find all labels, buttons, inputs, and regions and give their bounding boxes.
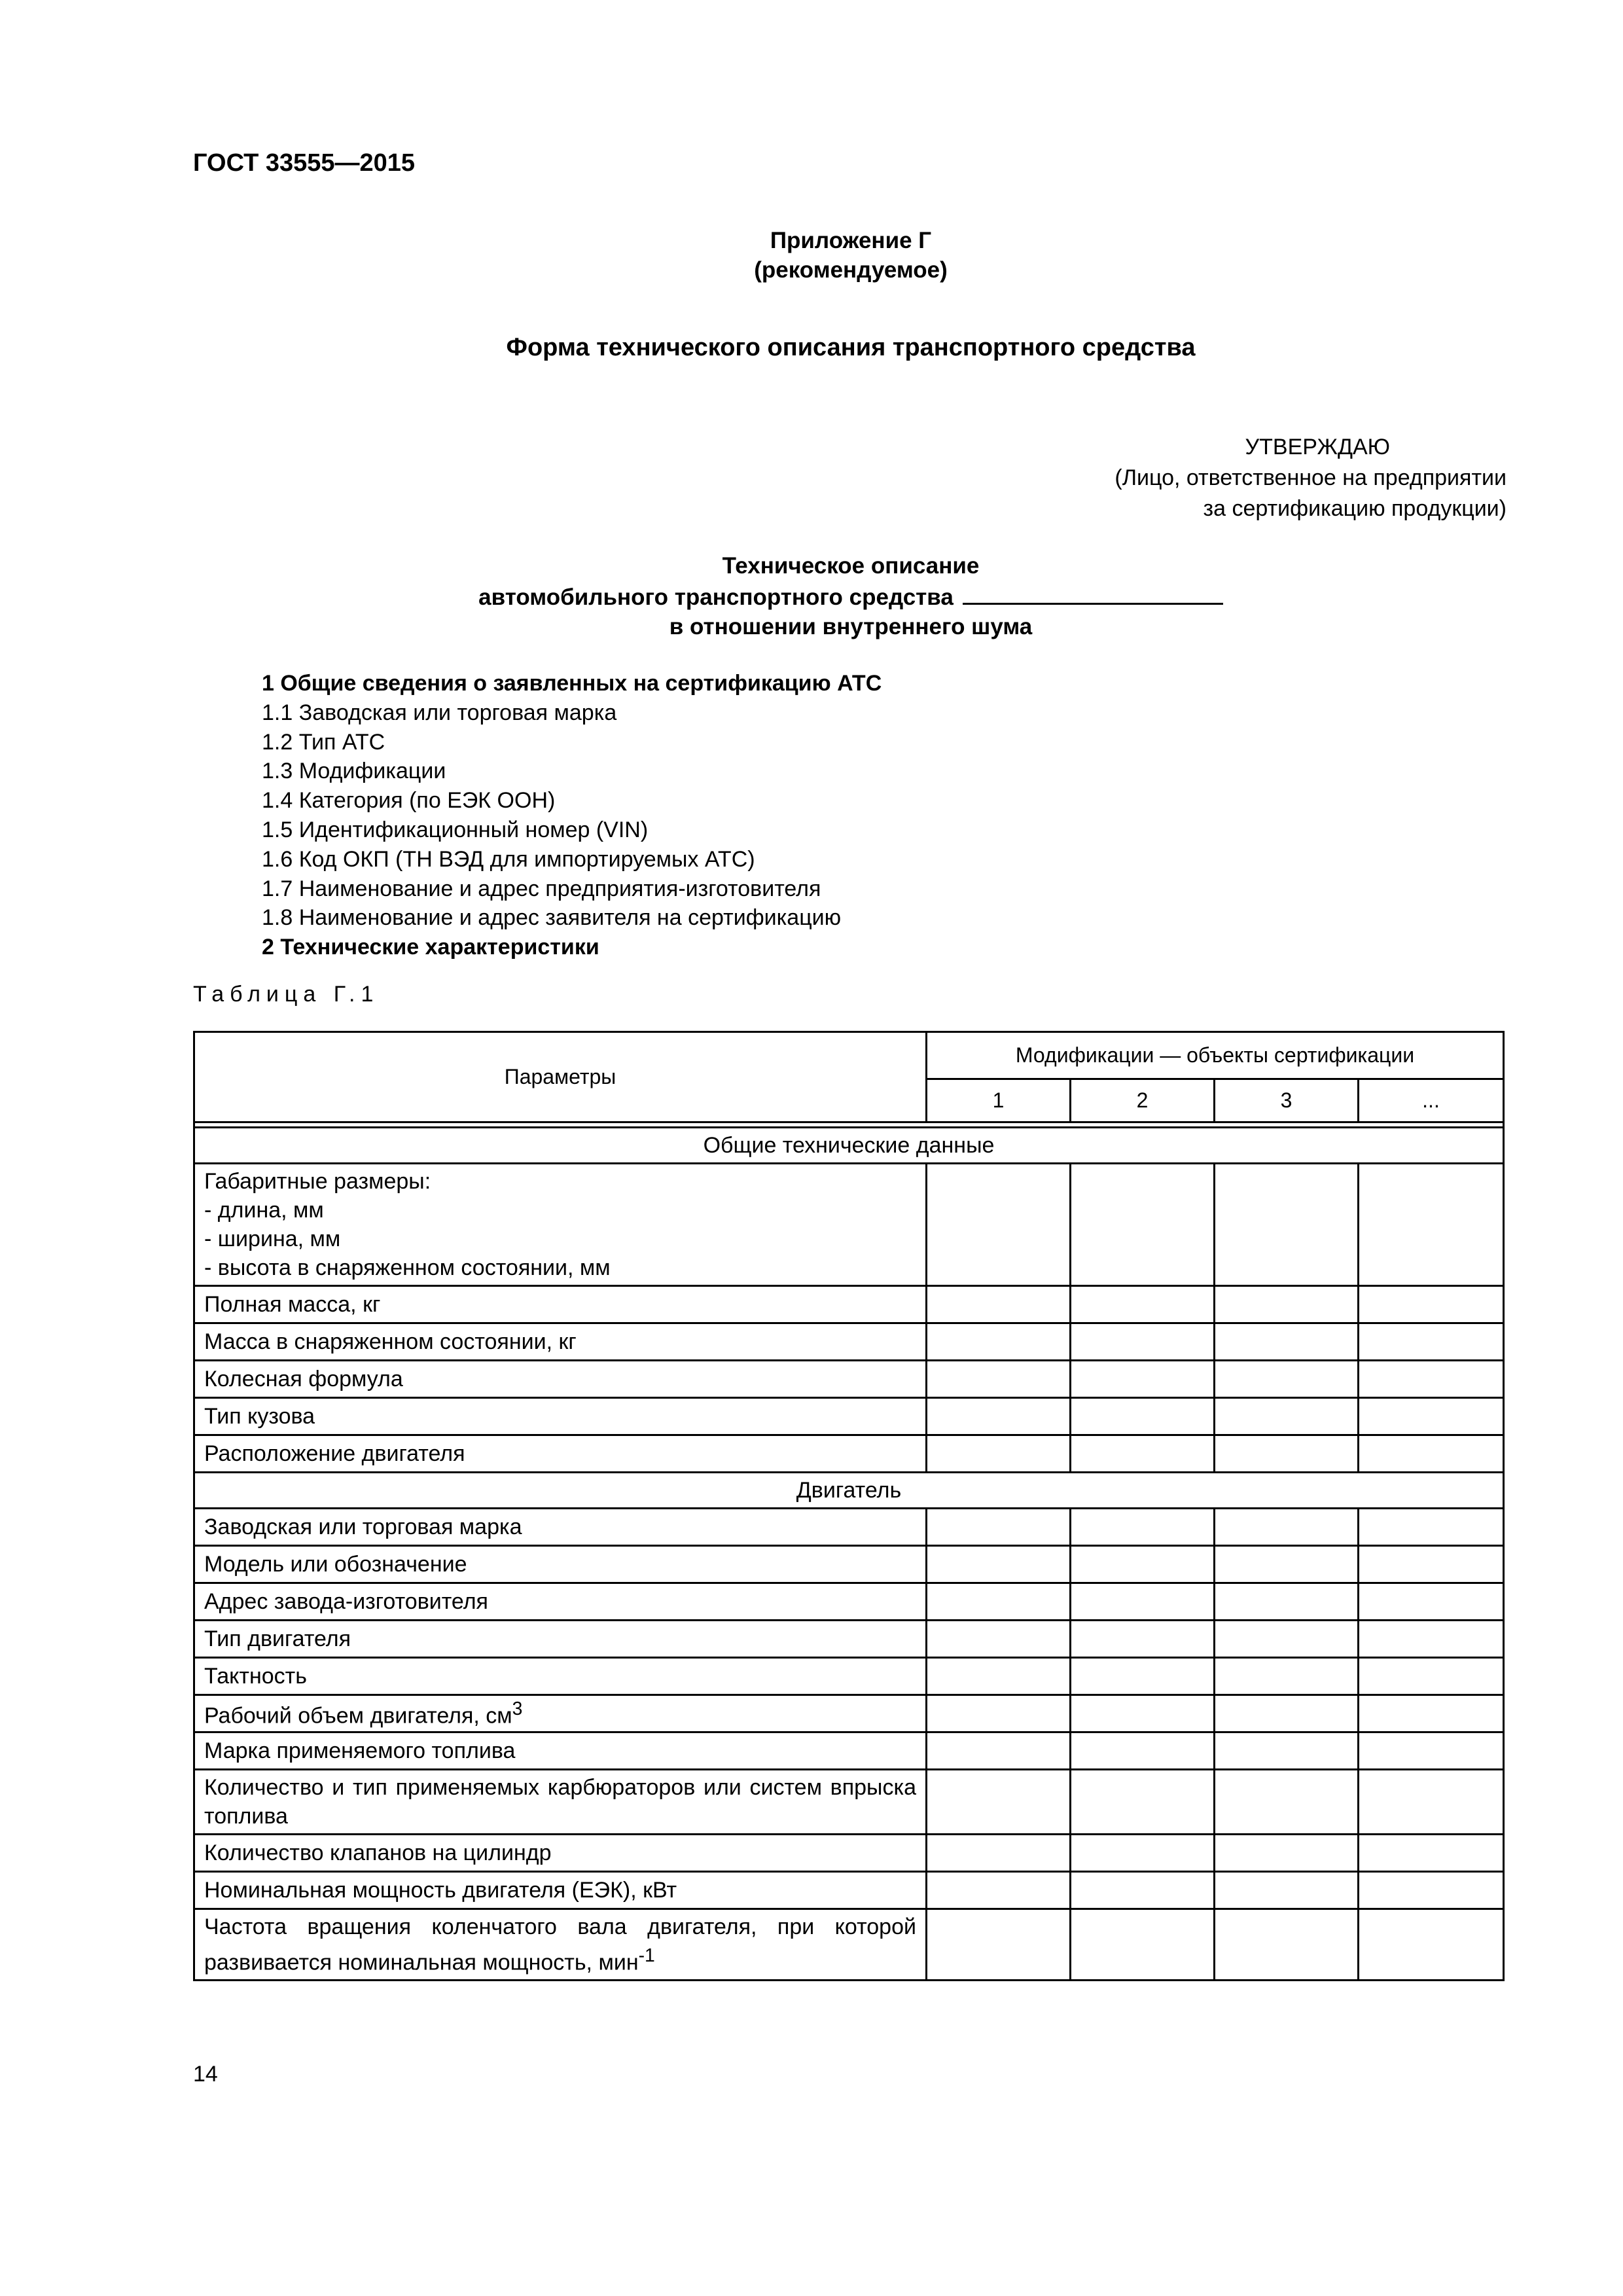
value-cell[interactable] [927, 1695, 1071, 1732]
value-cell[interactable] [927, 1770, 1071, 1835]
page-number: 14 [193, 2062, 218, 2087]
section-row-general [194, 1128, 1504, 1164]
mod-col-2: 2 [1071, 1079, 1215, 1122]
value-cell[interactable] [927, 1509, 1071, 1546]
value-cell[interactable] [1071, 1164, 1215, 1286]
param-cell: Расположение двигателя [194, 1435, 927, 1473]
value-cell[interactable] [927, 1164, 1071, 1286]
value-cell[interactable] [1071, 1835, 1215, 1872]
value-cell[interactable] [1359, 1323, 1504, 1361]
mods-header: Модификации — объекты сертификации [927, 1032, 1504, 1079]
table-row [194, 1323, 1504, 1361]
value-cell[interactable] [1359, 1835, 1504, 1872]
description-heading [0, 551, 1623, 641]
appendix-type: (рекомендуемое) [754, 257, 948, 283]
value-cell[interactable] [927, 1435, 1071, 1473]
section-item: 1.1 Заводская или торговая марка [262, 700, 617, 725]
section-item: 1.6 Код ОКП (ТН ВЭД для импортируемых АТС) [262, 846, 755, 872]
table-row [194, 1621, 1504, 1658]
table-row [194, 1872, 1504, 1909]
value-cell[interactable] [1215, 1286, 1359, 1323]
param-cell: Адрес завода-изготовителя [194, 1583, 927, 1621]
mod-col-1: 1 [927, 1079, 1071, 1122]
param-cell-power: Номинальная мощность двигателя (ЕЭК), кВт [194, 1872, 927, 1909]
value-cell[interactable] [1215, 1621, 1359, 1658]
value-cell[interactable] [927, 1732, 1071, 1770]
section-row-engine [194, 1473, 1504, 1509]
value-cell[interactable] [1359, 1164, 1504, 1286]
value-cell[interactable] [1215, 1435, 1359, 1473]
volume-unit-sup: 3 [512, 1698, 523, 1719]
param-cell-rpm [194, 1909, 927, 1981]
section-item: 1.7 Наименование и адрес предприятия-изготовителя [262, 876, 821, 901]
value-cell[interactable] [1071, 1872, 1215, 1909]
param-cell: Модель или обозначение [194, 1546, 927, 1583]
table-row [194, 1732, 1504, 1770]
section-item: 1.2 Тип АТС [262, 729, 385, 755]
param-cell: Колесная формула [194, 1361, 927, 1398]
value-cell[interactable] [1071, 1323, 1215, 1361]
param-cell: Тактность [194, 1658, 927, 1695]
section-item: 1.5 Идентификационный номер (VIN) [262, 817, 649, 842]
rpm-unit-sup: -1 [638, 1945, 655, 1966]
param-cell: Тип двигателя [194, 1621, 927, 1658]
section-item: 1.3 Модификации [262, 759, 446, 784]
value-cell[interactable] [1215, 1835, 1359, 1872]
value-cell[interactable] [1215, 1361, 1359, 1398]
value-cell[interactable] [1215, 1323, 1359, 1361]
value-cell[interactable] [1071, 1583, 1215, 1621]
value-cell[interactable] [927, 1361, 1071, 1398]
param-cell: Заводская или торговая марка [194, 1509, 927, 1546]
value-cell[interactable] [1215, 1164, 1359, 1286]
value-cell[interactable] [927, 1835, 1071, 1872]
appendix-heading [0, 226, 1623, 285]
value-cell[interactable] [1359, 1658, 1504, 1695]
table-row [194, 1546, 1504, 1583]
value-cell[interactable] [1071, 1732, 1215, 1770]
approve-line-3: за сертификацию продукции) [1203, 496, 1507, 521]
param-cell-valves: Количество клапанов на цилиндр [194, 1835, 927, 1872]
description-line-3: в отношении внутреннего шума [669, 614, 1033, 639]
table-row [194, 1286, 1504, 1323]
value-cell[interactable] [1359, 1286, 1504, 1323]
approve-label: УТВЕРЖДАЮ [1245, 435, 1390, 459]
table-row [194, 1164, 1504, 1286]
table-row [194, 1909, 1504, 1981]
param-cell-fuel: Марка применяемого топлива [194, 1732, 927, 1770]
dims-line-2: - длина, мм [204, 1198, 324, 1223]
dims-line-1: Габаритные размеры: [204, 1169, 431, 1194]
value-cell[interactable] [1071, 1695, 1215, 1732]
value-cell[interactable] [1359, 1546, 1504, 1583]
value-cell[interactable] [1359, 1435, 1504, 1473]
param-cell-dimensions [194, 1164, 927, 1286]
table-row [194, 1658, 1504, 1695]
mod-col-more: ... [1359, 1079, 1504, 1122]
rpm-text: Частота вращения коленчатого вала двигателя, при которой развивается номинальная мощность, мин [204, 1914, 916, 1975]
value-cell[interactable] [1359, 1872, 1504, 1909]
table-caption: Таблица Г.1 [193, 982, 380, 1007]
table-row [194, 1361, 1504, 1398]
value-cell[interactable] [1359, 1509, 1504, 1546]
param-cell: Полная масса, кг [194, 1286, 927, 1323]
value-cell[interactable] [1359, 1398, 1504, 1435]
section-heading: 1 Общие сведения о заявленных на сертификацию АТС [262, 671, 882, 696]
value-cell[interactable] [1071, 1621, 1215, 1658]
value-cell[interactable] [1215, 1872, 1359, 1909]
param-cell: Тип кузова [194, 1398, 927, 1435]
value-cell[interactable] [1359, 1732, 1504, 1770]
value-cell[interactable] [927, 1583, 1071, 1621]
table-row [194, 1770, 1504, 1835]
description-line-2-text: автомобильного транспортного средства [478, 584, 954, 610]
value-cell[interactable] [1071, 1658, 1215, 1695]
description-line-1: Техническое описание [722, 553, 980, 579]
vehicle-spec-table [193, 1031, 1505, 1981]
param-cell: Масса в снаряженном состоянии, кг [194, 1323, 927, 1361]
value-cell[interactable] [1071, 1546, 1215, 1583]
mod-col-3: 3 [1215, 1079, 1359, 1122]
value-cell[interactable] [1215, 1732, 1359, 1770]
table-row [194, 1695, 1504, 1732]
section-list [262, 669, 882, 962]
value-cell[interactable] [927, 1909, 1071, 1981]
approve-line-2: (Лицо, ответственное на предприятии [1115, 465, 1507, 490]
value-cell[interactable] [1215, 1546, 1359, 1583]
dims-line-3: - ширина, мм [204, 1227, 341, 1251]
appendix-label: Приложение Г [770, 228, 932, 253]
value-cell[interactable] [927, 1398, 1071, 1435]
section-engine-title: Двигатель [194, 1473, 1504, 1509]
table-row [194, 1583, 1504, 1621]
form-title: Форма технического описания транспортного средства [506, 334, 1196, 361]
value-cell[interactable] [1071, 1770, 1215, 1835]
value-cell[interactable] [1215, 1583, 1359, 1621]
value-cell[interactable] [1215, 1658, 1359, 1695]
value-cell[interactable] [1071, 1286, 1215, 1323]
value-cell[interactable] [1071, 1398, 1215, 1435]
value-cell[interactable] [1359, 1361, 1504, 1398]
param-cell-volume [194, 1695, 927, 1732]
value-cell[interactable] [1071, 1361, 1215, 1398]
value-cell[interactable] [927, 1872, 1071, 1909]
section-general-title: Общие технические данные [194, 1128, 1504, 1164]
value-cell[interactable] [1359, 1770, 1504, 1835]
table-row [194, 1398, 1504, 1435]
section-item: 1.8 Наименование и адрес заявителя на сертификацию [262, 905, 842, 931]
section-item: 1.4 Категория (по ЕЭК ООН) [262, 788, 556, 814]
param-header: Параметры [194, 1032, 927, 1122]
value-cell[interactable] [1359, 1621, 1504, 1658]
value-cell[interactable] [1215, 1398, 1359, 1435]
value-cell[interactable] [1071, 1509, 1215, 1546]
value-cell[interactable] [1359, 1909, 1504, 1981]
value-cell[interactable] [1359, 1583, 1504, 1621]
header-separator [194, 1122, 1504, 1128]
approval-block [1115, 432, 1507, 524]
table-row [194, 1435, 1504, 1473]
value-cell[interactable] [927, 1658, 1071, 1695]
value-cell[interactable] [1215, 1695, 1359, 1732]
table-row [194, 1509, 1504, 1546]
value-cell[interactable] [1359, 1695, 1504, 1732]
param-cell-carb: Количество и тип применяемых карбюраторов или систем впрыска топлива [194, 1770, 927, 1835]
document-code: ГОСТ 33555—2015 [193, 149, 416, 177]
value-cell[interactable] [927, 1323, 1071, 1361]
value-cell[interactable] [1071, 1909, 1215, 1981]
value-cell[interactable] [927, 1621, 1071, 1658]
value-cell[interactable] [927, 1546, 1071, 1583]
value-cell[interactable] [1215, 1509, 1359, 1546]
volume-text: Рабочий объем двигателя, см [204, 1703, 512, 1729]
value-cell[interactable] [1071, 1435, 1215, 1473]
value-cell[interactable] [1215, 1770, 1359, 1835]
dims-line-4: - высота в снаряженном состоянии, мм [204, 1255, 611, 1280]
table-row [194, 1835, 1504, 1872]
value-cell[interactable] [927, 1286, 1071, 1323]
value-cell[interactable] [1215, 1909, 1359, 1981]
description-line-2 [0, 581, 1623, 612]
section-heading: 2 Технические характеристики [262, 935, 599, 960]
vehicle-name-blank[interactable] [963, 581, 1223, 605]
